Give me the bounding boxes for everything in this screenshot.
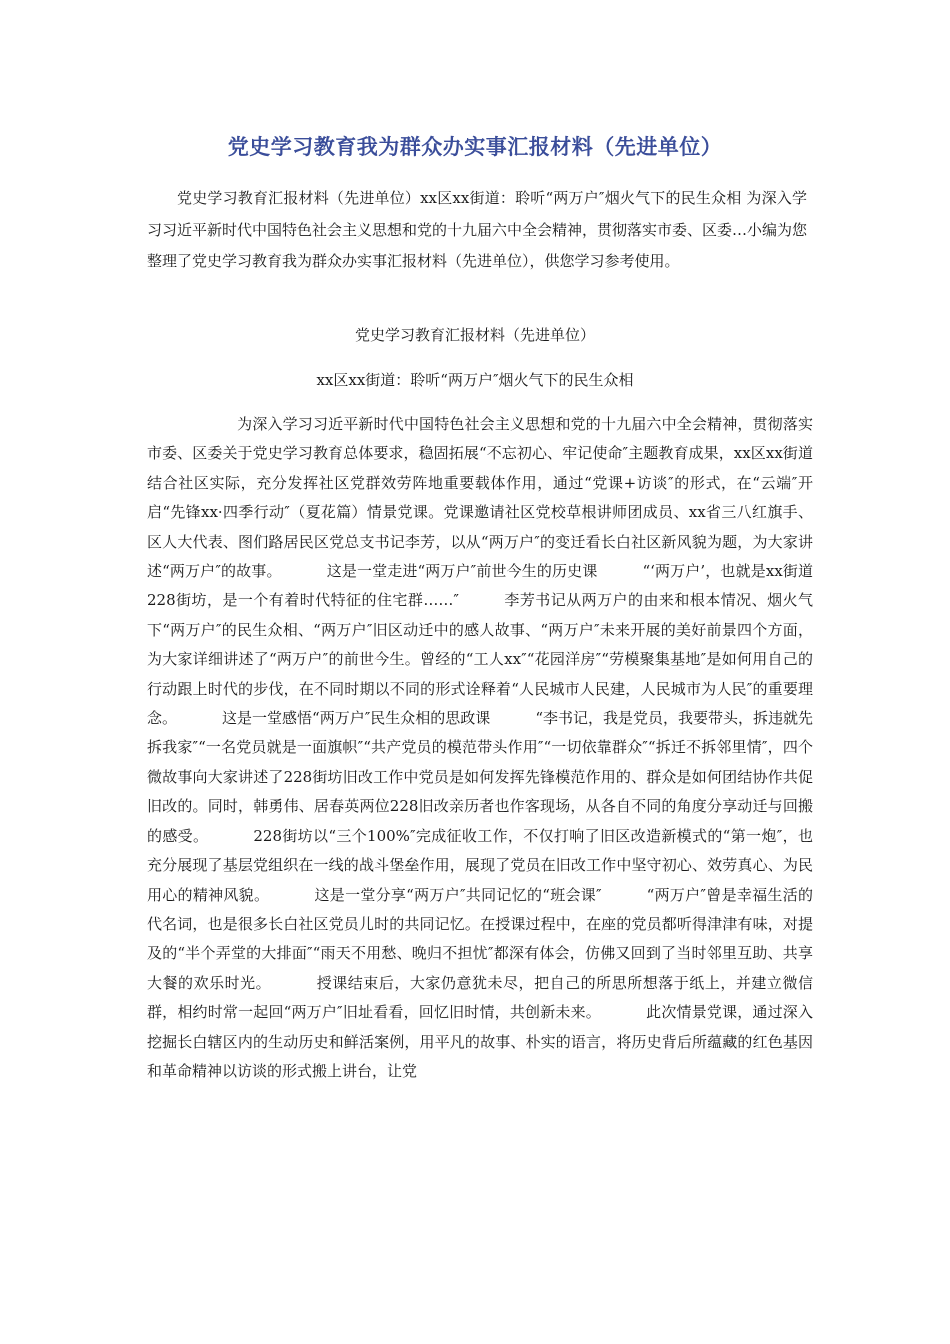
document-title: 党史学习教育我为群众办实事汇报材料（先进单位） xyxy=(227,135,723,159)
body-segment: 李芳书记从两万户的由来和根本情况、烟火气下“两万户″的民生众相、“两万户″旧区动迁中的感人故事、“两万户″未来开展的美好前景四个方面，为大家详细讲述了“两万户″的前世今生。曾经的“工人xx″“花园洋房″“劳模聚集基地″是如何用自己的行动跟上时代的步伐，在不同时期以不同的形式诠释着“人民城市人民建，人民城市为人民″的重要理念。 xyxy=(147,591,813,728)
body-text xyxy=(147,410,813,1086)
body-segment: 这是一堂走进“两万户″前世今生的历史课 xyxy=(326,562,598,581)
subheading-street: xx区xx街道：聆听“两万户″烟火气下的民生众相 xyxy=(316,371,634,389)
body-segment: 授课结束后，大家仍意犹未尽，把自己的所思所想落于纸上，并建立微信群，相约时常一起回“两万户″旧址看看，回忆旧时情，共创新未来。 xyxy=(147,973,813,1022)
body-segment: 此次情景党课，通过深入挖掘长白辖区内的生动历史和鲜活案例，用平凡的故事、朴实的语言，将历史背后所蕴藏的红色基因和革命精神以访谈的形式搬上讲台，让党 xyxy=(147,1003,813,1080)
body-segment: “‘两万户’，也就是xx街道228街坊，是一个有着时代特征的住宅群……″ xyxy=(147,562,814,610)
body-segment: 为深入学习习近平新时代中国特色社会主义思想和党的十九届六中全会精神，贯彻落实市委、区委关于党史学习教育总体要求，稳固拓展“不忘初心、牢记使命″主题教育成果，xx区xx街道结合社区实际，充分发挥社区党群效劳阵地重要载体作用，通过“党课+访谈″的形式，在“云端″开启“先锋xx·四季行动″（夏花篇）情景党课。党课邀请社区党校草根讲师团成员、xx省三八红旗手、区人大代表、图们路居民区党总支书记李芳，以从“两万户″的变迁看长白社区新风貌为题，为大家讲述“两万户″的故事。 xyxy=(147,415,813,581)
body-segment: 这是一堂分享“两万户″共同记忆的“班会课″ xyxy=(314,885,602,904)
body-segment: “两万户″曾是幸福生活的代名词，也是很多长白社区党员儿时的共同记忆。在授课过程中，在座的党员都听得津津有味，对提及的“半个弄堂的大排面″“雨天不用愁、晚归不担忧″都深有体会，仿佛又回到了当时邻里互助、共享大餐的欢乐时光。 xyxy=(147,885,813,992)
body-segment: 228街坊以“三个100%″完成征收工作，不仅打响了旧区改造新模式的“第一炮″，也充分展现了基层党组织在一线的战斗堡垒作用，展现了党员在旧改工作中坚守初心、效劳真心、为民用心的精神风貌。 xyxy=(147,826,813,904)
subheading-report: 党史学习教育汇报材料（先进单位） xyxy=(354,326,595,344)
body-segment: 这是一堂感悟“两万户″民生众相的思政课 xyxy=(222,709,491,728)
body-segment: “李书记，我是党员，我要带头，拆违就先拆我家″“一名党员就是一面旗帜″“共产党员的模范带头作用″“一切依靠群众″“拆迁不拆邻里情″，四个微故事向大家讲述了228街坊旧改工作中党员是如何发挥先锋模范作用的、群众是如何团结协作共促旧改的。同时，韩勇伟、居春英两位228旧改亲历者也作客现场，从各自不同的角度分享动迁与回搬的感受。 xyxy=(147,709,813,845)
intro-paragraph: 党史学习教育汇报材料（先进单位）xx区xx街道：聆听“两万户″烟火气下的民生众相 为深入学习习近平新时代中国特色社会主义思想和党的十九届六中全会精神，贯彻落实市委、区委…小编为您整理了党史学习教育我为群众办实事汇报材料（先进单位），供您学习参考使用。 xyxy=(147,189,808,270)
